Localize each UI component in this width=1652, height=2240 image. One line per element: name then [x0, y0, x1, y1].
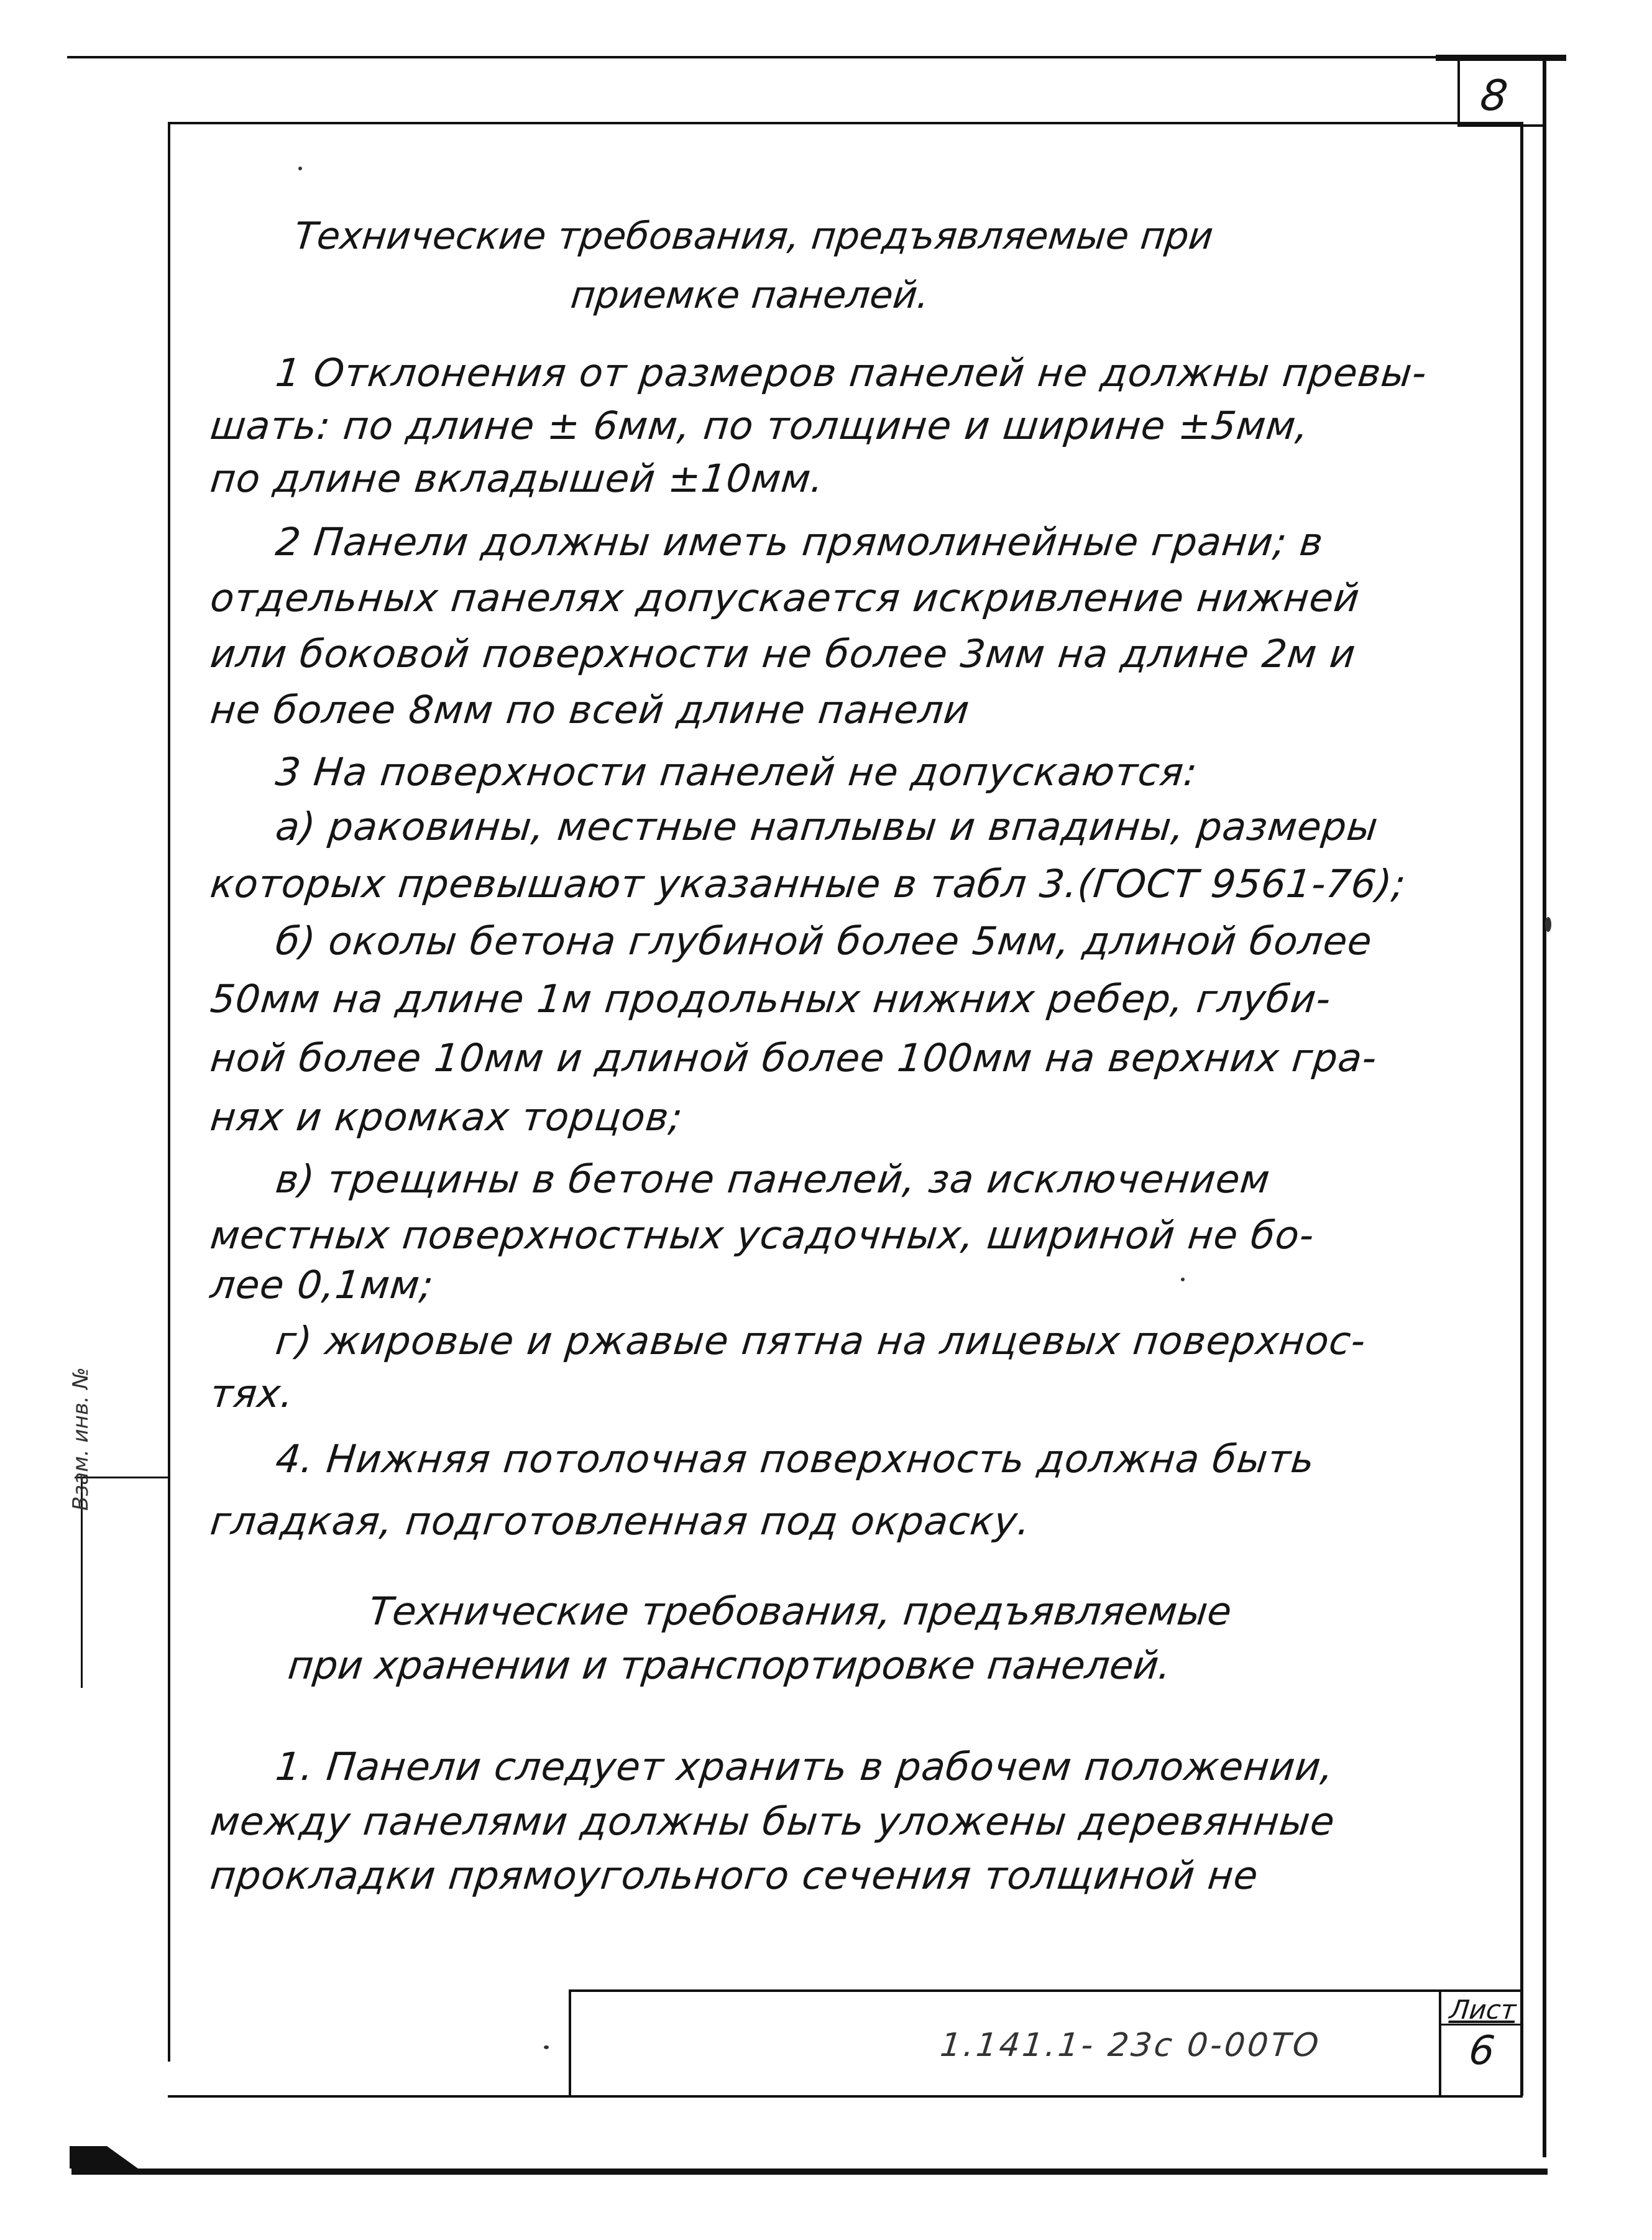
section1-line: по длине вкладышей ±10мм. [208, 456, 827, 501]
top-border-line [67, 56, 1565, 58]
section1-line: отдельных панелях допускается искривление нижней [208, 575, 1362, 620]
section1-line: тях. [208, 1371, 296, 1416]
frame-right [1520, 122, 1523, 2096]
section1-line: а) раковины, местные наплывы и впадины, размеры [273, 804, 1381, 849]
section1-line: 4. Нижняя потолочная поверхность должна быть [273, 1436, 1317, 1482]
section2-line: 1. Панели следует хранить в рабочем положении, [273, 1744, 1336, 1789]
section1-line: 1 Отклонения от размеров панелей не должны превы- [273, 350, 1429, 395]
section1-title-line2: приемке панелей. [569, 274, 932, 317]
section1-line: 3 На поверхности панелей не допускаются: [273, 749, 1200, 795]
scan-speck [1181, 1278, 1185, 1281]
scan-speck [298, 167, 302, 170]
section1-line: не более 8мм по всей длине панели [208, 687, 972, 732]
section2-title-line2: при хранении и транспортировке панелей. [286, 1643, 1173, 1688]
page-number-box-left [1457, 56, 1460, 126]
section1-line: которых превышают указанные в табл 3.(ГОСТ 9561-76); [208, 861, 1408, 906]
page-number-box-right [1543, 56, 1546, 2157]
page-number: 8 [1478, 71, 1510, 121]
sheet-label: Лист [1448, 1994, 1518, 2025]
section1-line: лее 0,1мм; [208, 1262, 436, 1307]
section2-title-line1: Технические требования, предъявляемые [367, 1588, 1234, 1634]
title-block-left [569, 1989, 571, 2096]
section1-title-line1: Технические требования, предъявляемые при [292, 214, 1216, 258]
section1-line: или боковой поверхности не более 3мм на длине 2м и [208, 631, 1359, 676]
page-number-box-bottom [1457, 124, 1544, 127]
section1-line: г) жировые и ржавые пятна на лицевых поверхнос- [273, 1318, 1369, 1363]
section1-line: б) околы бетона глубиной более 5мм, длиной более [273, 918, 1375, 964]
scan-speck [544, 2045, 549, 2049]
corner-mark [70, 2146, 138, 2169]
section1-line: местных поверхностных усадочных, шириной не бо- [208, 1212, 1317, 1258]
side-stamp-label: Взам. инв. № [68, 1367, 93, 1511]
section1-line: ной более 10мм и длиной более 100мм на верхних гра- [208, 1035, 1380, 1081]
sheet-number: 6 [1467, 2028, 1497, 2074]
section2-line: прокладки прямоугольного сечения толщиной не [208, 1853, 1261, 1898]
frame-bottom [168, 2095, 1523, 2098]
section1-line: в) трещины в бетоне панелей, за исключением [273, 1156, 1273, 1202]
document-code: 1.141.1- 23с 0-00ТО [938, 2027, 1323, 2064]
bottom-border-heavy [71, 2169, 1548, 2175]
section1-line: 50мм на длине 1м продольных нижних ребер, глуби- [208, 976, 1334, 1021]
section2-line: между панелями должны быть уложены деревянные [208, 1799, 1338, 1844]
section1-line: 2 Панели должны иметь прямолинейные грани; в [273, 519, 1326, 565]
section1-line: гладкая, подготовленная под окраску. [208, 1498, 1033, 1544]
section1-line: нях и кромках торцов; [208, 1094, 686, 1140]
frame-left [168, 122, 170, 2062]
title-block-divider [1439, 1989, 1441, 2096]
frame-top [168, 122, 1523, 124]
top-border-heavy [1436, 55, 1566, 61]
section1-line: шать: по длине ± 6мм, по толщине и ширине ±5мм, [208, 403, 1311, 448]
scan-speck [1545, 917, 1551, 932]
title-block-top [569, 1989, 1523, 1992]
